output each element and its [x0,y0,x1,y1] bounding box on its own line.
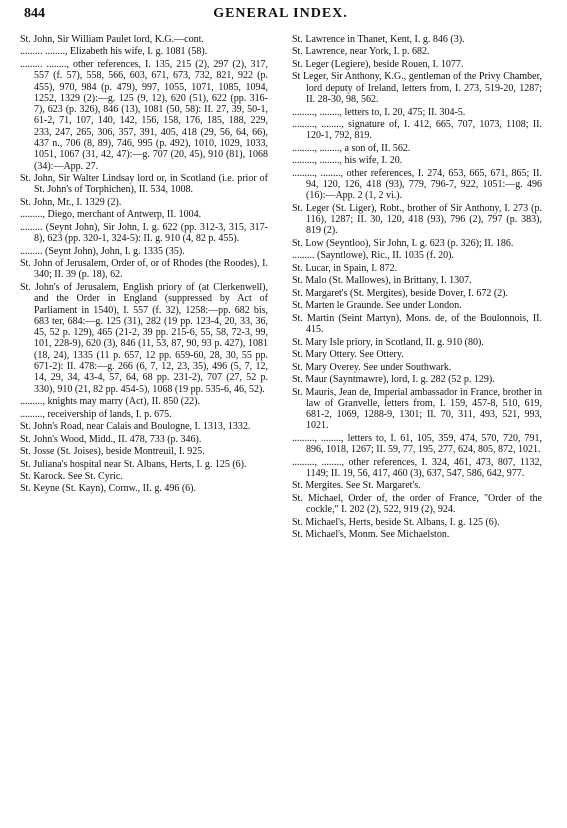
index-entry: ........., ........, a son of, II. 562. [292,142,411,154]
index-entry: St. Juliana's hospital near St. Albans, Herts, I. g. 125 (6). [20,458,247,470]
index-entry: ........., ........, his wife, I. 20. [292,155,403,167]
index-entry: St Leger, Sir Anthony, K.G., gentleman of the Privy Chamber, lord deputy of Ireland, letters from, I. 273, 519-20, 1287; II. 28-30, 98, 562. [292,71,542,106]
index-entry: St. Mary Isle priory, in Scotland, II. g. 910 (80). [292,336,484,348]
page-number: 844 [24,6,45,21]
index-entry: ........., receivership of lands, I. p. 675. [20,408,172,420]
index-entry: ........., ........, other references, I. 324, 461, 473, 807, 1132, 1149; II. 19, 56, 417, 460 (3), 637, 547, 586, 642, 977. [292,456,542,479]
right-column [292,34,542,542]
index-entry: ......... (Sayntlowe), Ric., II. 1035 (f. 20). [292,250,454,262]
index-entry: St. Martin (Seint Martyn), Mons. de, of the Boulonnois, II. 415. [292,312,542,336]
index-entry: St. Maur (Sayntmawre), lord, I. g. 282 (52 p. 129). [292,374,495,386]
index-entry: ........., ........, letters to, I. 61, 105, 359, 474, 570, 720, 791, 896, 1018, 1267; II. 59, 77, 195, 277, 624, 805, 872, 1021. [292,432,542,456]
index-entry: St. Marten le Graunde. See under London. [292,300,462,312]
index-entry: ........., Diego, merchant of Antwerp, II. 1004. [20,209,202,221]
left-column [20,34,268,496]
index-entry: ........., knights may marry (Act), II. 850 (22). [20,396,200,408]
index-entry: St. Josse (St. Joises), beside Montreuil, I. 925. [20,446,205,458]
index-entry: St. Michael's, Herts, beside St. Albans, I. g. 125 (6). [292,516,500,528]
index-entry: St. John, Sir William Paulet lord, K.G.—cont. [20,34,204,45]
page-header [24,6,537,28]
index-entry: ......... (Seynt John), John, I. g. 1335 (35). [20,245,185,257]
index-entry: St. Mauris, Jean de, Imperial ambassador in France, brother in law of Granvelle, letters from, I. 159, 457-8, 510, 619, 681-2, 1069, 1288-9, 1301; II. 70, 311, 493, 521, 993, 1021. [292,386,542,432]
index-entry: St. John, Sir Walter Lindsay lord or, in Scotland (i.e. prior of St. John's of Torphichen), II. 534, 1008. [20,173,268,196]
index-entry: ........., ........, other references, I. 274, 653, 665, 671, 865; II. 94, 120, 126, 418 (93), 779, 796-7, 922, 1051:—g. 496 (16):—App. 2 (1, 2 vi.). [292,167,542,202]
index-entry: St. Lawrence in Thanet, Kent, I. g. 846 (3). [292,34,465,45]
index-entry: St. John of Jerusalem, Order of, or of Rhodes (the Roodes), I. 340; II. 39 (p. 18), 62. [20,258,268,281]
index-entry: St. Michael's, Monm. See Michaelston. [292,529,450,541]
index-entry: ........., ........, signature of, I. 412, 665, 707, 1073, 1108; II. 120-1, 792, 819. [292,119,542,142]
index-entry: St. Michael, Order of, the order of France, "Order of the cockle," I. 202 (2), 522, 919 (2), 924. [292,492,542,516]
index-entry: ......... ........, other references, I. 135, 215 (2), 297 (2), 317, 557 (f. 57), 558, 566, 603, 671, 673, 732, 821, 922 (p. 455), 970, 984 (p. 479), 997, 1055, 1071, 1085, 1094, 1252, 1329 (2):—g. 125 (9, 12), 620 (51), 622 (pp. 316-7), 623 (p. 326), 846 (13), 1081 (50, 58): II. 27, 39, 50-1, 61-2, 71, 107, 140, 142, 156, 158, 176, 185, 188, 229, 233, 247, 265, 306, 357, 391, 405, 418 (29, 56, 64, 66), 437 n., 706 (8, 89), 746, 995 (p. 492), 1010, 1029, 1033, 1051, 1067 (31, 42, 47):—g. 707 (20, 45), 910 (81), 1068 (34):—App. 27. [20,58,268,172]
index-entry: St. Margaret's (St. Mergites), beside Dover, I. 672 (2). [292,287,508,299]
index-entry: ......... ........, Elizabeth his wife, I. g. 1081 (58). [20,46,208,58]
index-entry: St. Leger (Legiere), beside Rouen, I. 1077. [292,58,464,70]
index-entry: St. Mary Ottery. See Ottery. [292,349,404,361]
index-entry: St. Karock. See St. Cyric. [20,470,123,482]
page-title: GENERAL INDEX. [213,6,348,21]
index-entry: St. Leger (St. Liger), Robt., brother of Sir Anthony, I. 273 (p. 116), 1287; II. 30, 120, 418 (93), 796 (2), 797 (p. 383), 819 (2). [292,202,542,237]
index-entry: St. John's of Jerusalem, English priory of (at Clerkenwell), and the Order in England (suppressed by Act of Parliament in 1540), I. 557 (f. 32), 1258:—pp. 682 bis, 683 ter, 684:—g. 125 (31), 282 (19 pp. 123-4, 20, 33, 36, 45, 52 p. 129), 465 (21-2, 39 pp. 215-6, 55, 58, 72-3, 99, 101, 228-9), 620 (3), 846 (11, 53, 87, 90, 93 p. 427), 1081 (18, 24), 1335 (11 p. 657, 12 pp. 659-60, 28, 30, 55 pp. 671-2): II. 478:—g. 266 (6, 7, 12, 23, 35), 496 (5, 7, 12, 14, 29, 34, 43-4, 57, 64, 68 pp. 231-2), 707 (27, 52 p. 330), 910 (21, 82 pp. 454-5), 1068 (19 pp. 535-6, 46, 52). [20,281,268,395]
index-entry: St. Malo (St. Mallowes), in Brittany, I. 1307. [292,275,472,287]
index-entry: St. Lawrence, near York, I. p. 682. [292,46,430,58]
index-entry: St. Keyne (St. Kayn), Cornw., II. g. 496 (6). [20,483,196,495]
index-entry: St. John's Wood, Midd., II. 478, 733 (p. 346). [20,433,202,445]
index-entry: ......... (Seynt John), Sir John, I. g. 622 (pp. 312-3, 315, 317-8), 623 (pp. 320-1, 324-5): II. g. 910 (4, 82 p. 455). [20,221,268,245]
index-entry: St. Lucar, in Spain, I. 872. [292,262,398,274]
index-entry: St. John, Mr., I. 1329 (2). [20,196,122,208]
index-entry: St. Mary Overey. See under Southwark. [292,361,452,373]
index-entry: St. John's Road, near Calais and Boulogne, I. 1313, 1332. [20,421,251,433]
index-entry: St. Mergites. See St. Margaret's. [292,480,421,492]
index-entry: St. Low (Seyntloo), Sir John, I. g. 623 (p. 326); II. 186. [292,237,514,249]
index-entry: ........., ........, letters to, I. 20, 475; II. 304-5. [292,106,466,118]
